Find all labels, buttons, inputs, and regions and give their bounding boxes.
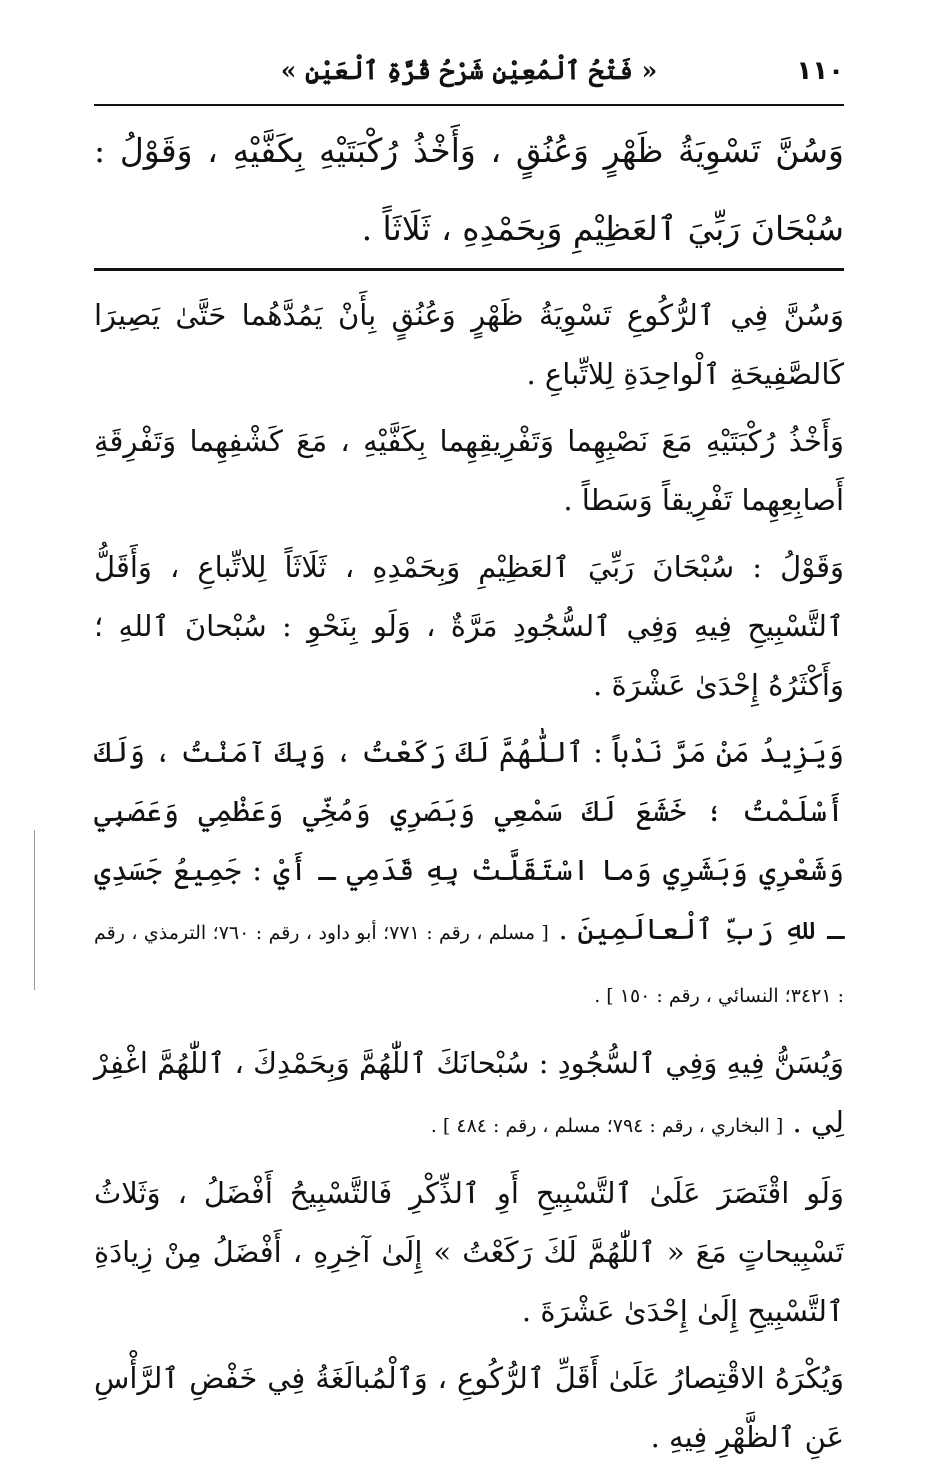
hadith-reference: [ البخاري ، رقم : ٧٩٤؛ مسلم ، رقم : ٤٨٤ ] .: [430, 1115, 784, 1137]
header-rule: [94, 104, 844, 106]
paragraph-text: وَيُكْرَهُ الاقْتِصارُ عَلَىٰ أَقَلِّ ٱلرُّكُوعِ ، وَٱلْمُبالَغَةُ فِي خَفْضِ ٱلرَّأْسِ عَنِ ٱلظَّهْرِ فِيهِ .: [94, 1361, 844, 1454]
commentary-paragraph: [94, 1164, 844, 1341]
running-title: « فَتْحُ ٱلْمُعِيْنِ شَرْحُ قُرَّةِ ٱلْعَيْنِ »: [280, 56, 658, 85]
paragraph-text: وَلَو اقْتَصَرَ عَلَىٰ ٱلتَّسْبِيحِ أَوِ ٱلذِّكْرِ فَالتَّسْبِيحُ أَفْضَلُ ، وَثَلاثُ تَسْبِيحاتٍ مَعَ « ٱللّٰهُمَّ لَكَ رَكَعْتُ » إِلَىٰ آخِرِهِ ، أَفْضَلُ مِنْ زِيادَةِ ٱلتَّسْبِيحِ إِلَىٰ إِحْدَىٰ عَشْرَةَ .: [94, 1176, 844, 1328]
matn-text: وَسُنَّ تَسْوِيَةُ ظَهْرٍ وَعُنُقٍ ، وَأَخْذُ رُكْبَتَيْهِ بِكَفَّيْهِ ، وَقَوْلُ : سُبْحَانَ رَبِّيَ ٱلعَظِيْمِ وَبِحَمْدِهِ ، ثَلَاثَاً .: [94, 131, 844, 248]
matn-separator-rule: [94, 268, 844, 271]
hadith-reference: [ مسلم ، رقم : ٧٧١؛ أبو داود ، رقم : ٧٦٠؛ الترمذي ، رقم : ٣٤٢١؛ النسائي ، رقم : ١٥٠ ] .: [94, 922, 844, 1007]
scan-edge-line: [34, 830, 35, 990]
commentary-paragraph: [94, 723, 844, 1026]
paragraph-text: وَسُنَّ فِي ٱلرُّكُوعِ تَسْوِيَةُ ظَهْرٍ وَعُنُقٍ بِأَنْ يَمُدَّهُما حَتَّىٰ يَصِيرَا كَالصَّفِيحَةِ ٱلْواحِدَةِ لِلاتِّباعِ .: [94, 298, 844, 391]
commentary-paragraph: [94, 1349, 844, 1467]
page-header: [94, 50, 844, 96]
commentary-paragraph: [94, 538, 844, 715]
paragraph-text: وَيَزِيدُ مَنْ مَرَّ نَدْباً : ٱللّٰهُمَّ لَكَ رَكَعْتُ ، وَبِكَ آمَنْتُ ، وَلَكَ أَسْلَمْتُ ؛ خَشَعَ لَكَ سَمْعِي وَبَصَرِي وَمُخِّي وَعَظْمِي وَعَصَبِي وَشَعْرِي وَبَشَرِي وَما اسْتَقَلَّتْ بِهِ قَدَمِي ـ أَيْ : جَمِيعُ جَسَدِي ـ للهِ رَبِّ ٱلْعالَمِينَ .: [94, 735, 845, 946]
commentary-paragraph: [94, 1034, 844, 1156]
commentary: [94, 286, 844, 1475]
commentary-paragraph: [94, 412, 844, 530]
paragraph-text: وَقَوْلُ : سُبْحَانَ رَبِّيَ ٱلعَظِيْمِ وَبِحَمْدِهِ ، ثَلَاثَاً لِلاتِّباعِ ، وَأَقَلُّ ٱلتَّسْبِيحِ فِيهِ وَفِي ٱلسُّجُودِ مَرَّةٌ ، وَلَو بِنَحْوِ : سُبْحانَ ٱللهِ ؛ وَأَكْثَرُهُ إِحْدَىٰ عَشْرَةَ .: [94, 550, 844, 702]
page-number: ١١٠: [796, 56, 844, 86]
paragraph-text: وَيُسَنُّ فِيهِ وَفِي ٱلسُّجُودِ : سُبْحانَكَ ٱللّٰهُمَّ وَبِحَمْدِكَ ، ٱللّٰهُمَّ اغْفِرْ لِي .: [94, 1046, 844, 1139]
paragraph-text: وَأَخْذُ رُكْبَتَيْهِ مَعَ نَصْبِهِما وَتَفْرِيقِهِما بِكَفَّيْهِ ، مَعَ كَشْفِهِما وَتَفْرِقَةِ أَصابِعِهِما تَفْرِيقاً وَسَطاً .: [94, 424, 844, 517]
commentary-paragraph: [94, 286, 844, 404]
